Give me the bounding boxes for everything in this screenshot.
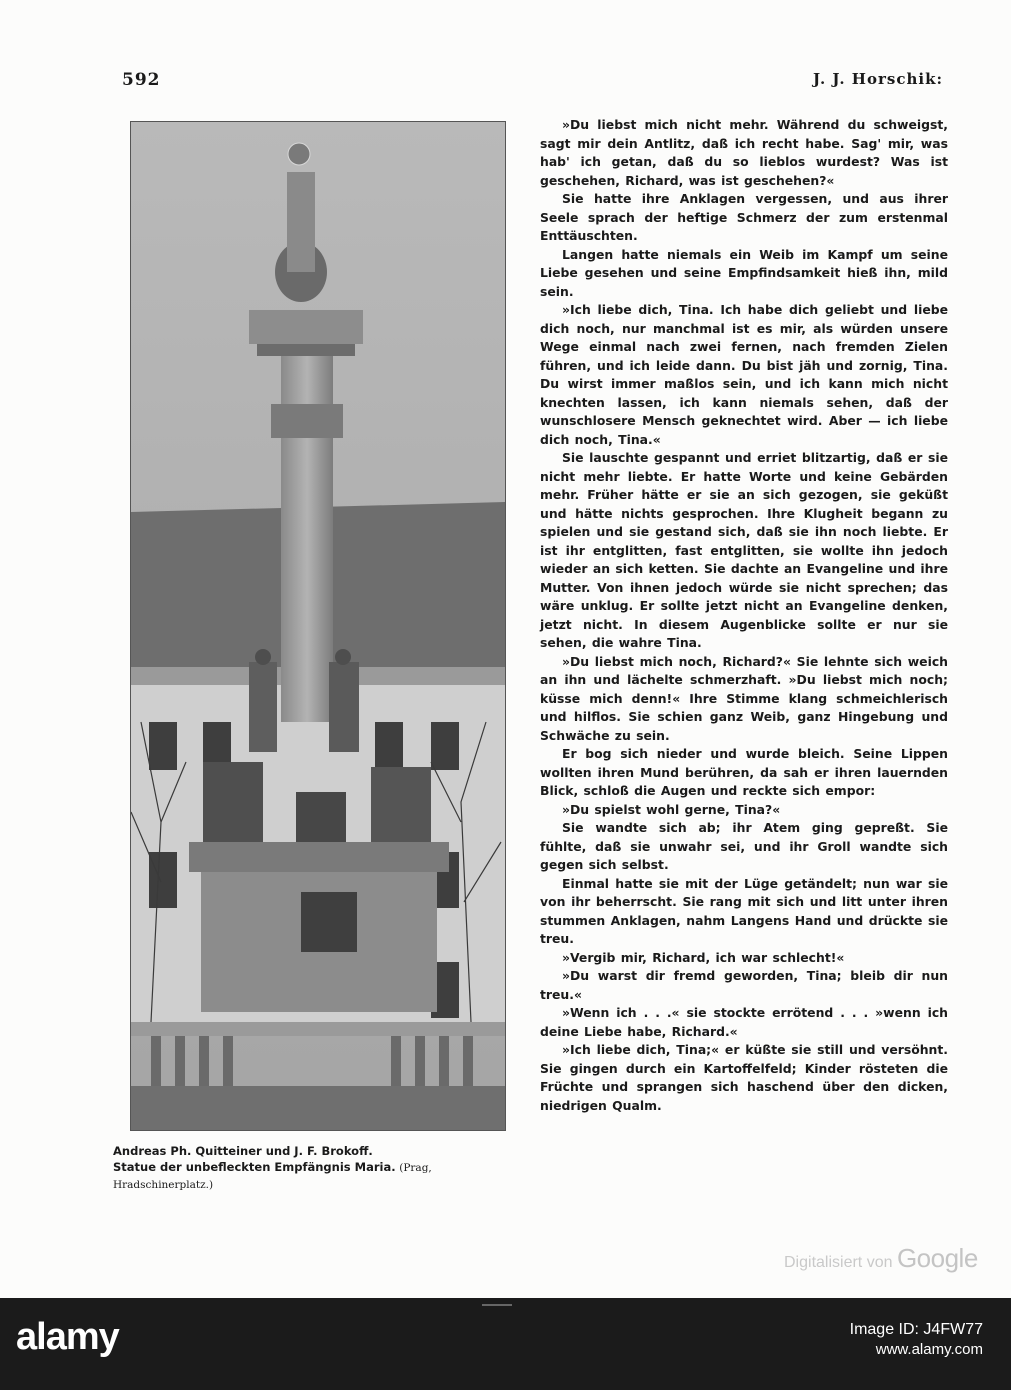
running-head: J. J. Horschik:	[813, 70, 943, 88]
paragraph: Er bog sich nieder und wurde bleich. Seine Lippen wollten ihren Mund berühren, da sah er ihren lauernden Blick, schloß die Augen und reckte sich empor:	[540, 746, 948, 798]
caption-title: Statue der unbefleckten Empfängnis Maria.	[113, 1160, 396, 1174]
paragraph: »Du liebst mich noch, Richard?« Sie lehnte sich weich an ihn und lächelte schmerzhaft. »Du liebst mich noch; küsse mich denn!« Ihre Stimme klang schmeichlerisch und hilflos. Sie schien ganz Weib, ganz Hingebung und Schwäche zu sein.	[540, 653, 948, 743]
caption-location: (Prag, Hradschinerplatz.)	[113, 1162, 432, 1191]
paragraph: »Du liebst mich nicht mehr. Während du schweigst, sagt mir dein Antlitz, daß ich recht habe. Sag' mir, was hab' ich getan, daß du so lieblos wurdest? Was ist geschehen, Richard, was ist geschehen?«	[540, 117, 948, 188]
body-text	[540, 116, 948, 1176]
watermark-prefix: Digitalisiert von	[784, 1254, 893, 1271]
paragraph: Einmal hatte sie mit der Lüge getändelt; nun war sie von ihr beherrscht. Sie rang mit sich und litt unter ihren stummen Anklagen, nahm Langens Hand und drückte sie treu.	[540, 875, 948, 946]
caption-artists: Andreas Ph. Quitteiner und J. F. Brokoff.	[113, 1144, 373, 1158]
stock-footer-bar	[0, 1298, 1011, 1390]
page-number: 592	[122, 70, 161, 90]
statue-photograph	[130, 121, 506, 1131]
paragraph: »Du warst dir fremd geworden, Tina; bleib dir nun treu.«	[540, 968, 948, 1002]
paragraph: Sie wandte sich ab; ihr Atem ging gepreßt. Sie fühlte, daß sie unwahr sei, und ihr Groll wandte sich gegen sich selbst.	[540, 820, 948, 872]
google-logo: Google	[896, 1243, 978, 1273]
digitization-watermark	[784, 1243, 978, 1274]
divider	[482, 1304, 512, 1306]
paragraph: »Du spielst wohl gerne, Tina?«	[562, 801, 781, 817]
paragraph: »Vergib mir, Richard, ich war schlecht!«	[562, 949, 845, 965]
paragraph: Sie lauschte gespannt und erriet blitzartig, daß er sie nicht mehr liebte. Er hatte Worte und keine Gebärden mehr. Früher hätte er sie an sich gezogen, sie geküßt und hätte nichts gesprochen. Ihre Klugheit begann zu spielen und sie gestand sich, daß sie ihn noch liebte. Er ist ihr entglitten, fast entglitten, sie wollte ihn jedoch wieder an sich ketten. Sie dachte an Evangeline und ihre Mutter. Von ihnen jedoch würde sie nicht sprechen; das wäre unklug. Er sollte jetzt nicht an Evangeline denken, jetzt nicht. In diesem Augenblicke sollte er nur sie sehen, die wahre Tina.	[540, 450, 948, 650]
paragraph: »Ich liebe dich, Tina;« er küßte sie still und versöhnt. Sie gingen durch ein Kartoffelfeld; Kinder rösteten die Früchte und sprangen sich haschend über den dicken, niedrigen Qualm.	[540, 1042, 948, 1113]
figure-caption	[113, 1143, 523, 1193]
image-id-block	[850, 1320, 983, 1360]
paragraph: »Ich liebe dich, Tina. Ich habe dich geliebt und liebe dich noch, nur manchmal ist es mir, als würden unsere Wege einmal nach zwei fernen, nach fremden Zielen führen, und ich leide dann. Du bist jäh und zornig, Tina. Du wirst immer maßlos sein, und ich kann mich nicht knechten lassen, ich kann niemals sehen, daß der wunschlosere Mensch geknechtet wird. Aber — ich liebe dich noch, Tina.«	[540, 302, 948, 447]
paragraph: Langen hatte niemals ein Weib im Kampf um seine Liebe gesehen und seine Empfindsamkeit hieß ihn, mild sein.	[540, 246, 948, 299]
paragraph: »Wenn ich . . .« sie stockte errötend . . . »wenn ich deine Liebe habe, Richard.«	[540, 1005, 948, 1039]
alamy-logo[interactable]: alamy	[16, 1316, 119, 1358]
paragraph: Sie hatte ihre Anklagen vergessen, und aus ihrer Seele sprach der heftige Schmerz der zum erstenmal Enttäuschten.	[540, 191, 948, 243]
image-id: Image ID: J4FW77	[849, 1321, 983, 1338]
footer-url[interactable]: www.alamy.com	[875, 1341, 983, 1358]
statue-photo-illustration	[131, 122, 505, 1130]
